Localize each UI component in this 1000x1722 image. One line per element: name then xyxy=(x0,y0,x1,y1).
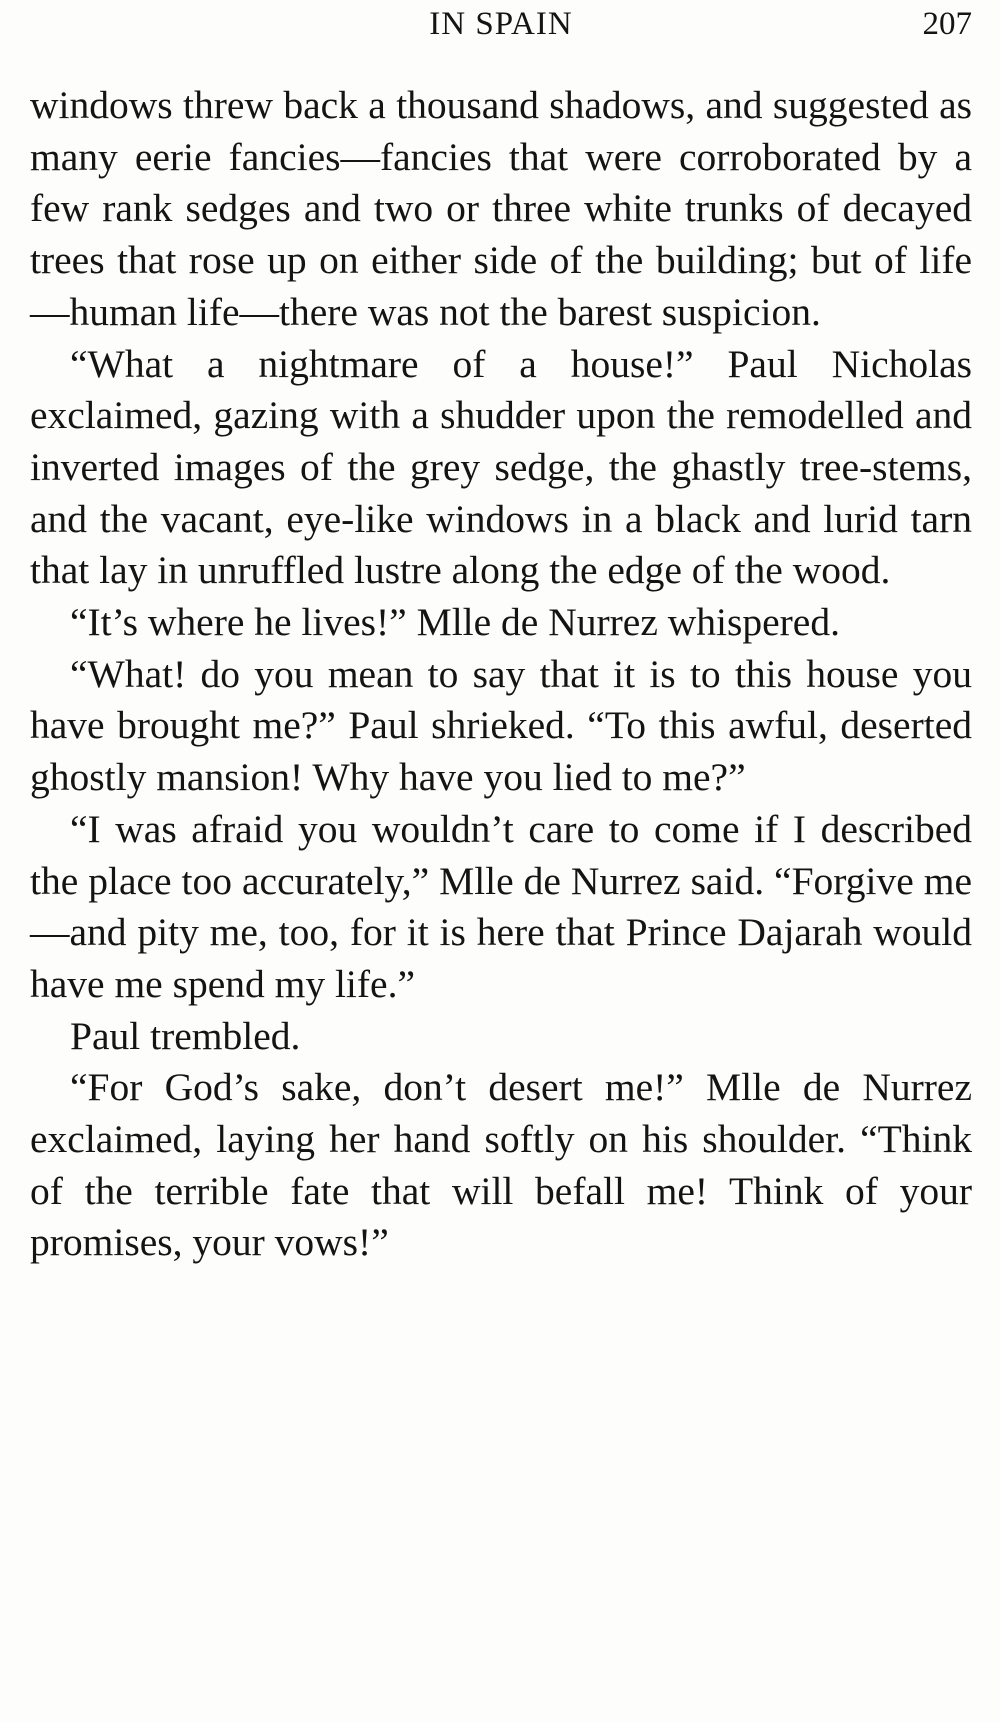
page-number: 207 xyxy=(922,6,972,42)
paragraph: “It’s where he lives!” Mlle de Nurrez whispered. xyxy=(70,600,840,645)
body-text xyxy=(30,80,972,1269)
paragraph-continued: windows threw back a thousand shadows, and suggested as many eerie fancies—fancies that were corroborated by a few rank sedges and two or three white trunks of decayed trees that rose up on either side of the building; but of life—human life—there was not the barest suspicion. xyxy=(30,83,972,334)
paragraph: “What a nightmare of a house!” Paul Nicholas exclaimed, gazing with a shudder upon the remodelled and inverted images of the grey sedge, the ghastly tree-stems, and the vacant, eye-like windows in a black and lurid tarn that lay in unruffled lustre along the edge of the wood. xyxy=(30,341,972,593)
paragraph: “For God’s sake, don’t desert me!” Mlle de Nurrez exclaimed, laying her hand softly on his shoulder. “Think of the terrible fate that will befall me! Think of your promises, your vows!” xyxy=(30,1065,972,1265)
paragraph: “What! do you mean to say that it is to this house you have brought me?” Paul shrieked. “To this awful, deserted ghostly mansion! Why have you lied to me?” xyxy=(30,651,972,800)
running-title: IN SPAIN xyxy=(429,6,573,42)
paragraph: Paul trembled. xyxy=(70,1013,301,1058)
page-header xyxy=(30,6,972,50)
paragraph: “I was afraid you wouldn’t care to come if I described the place too accurately,” Mlle de Nurrez said. “Forgive me—and pity me, too, for it is here that Prince Dajarah would have me spend my life.” xyxy=(30,806,972,1006)
